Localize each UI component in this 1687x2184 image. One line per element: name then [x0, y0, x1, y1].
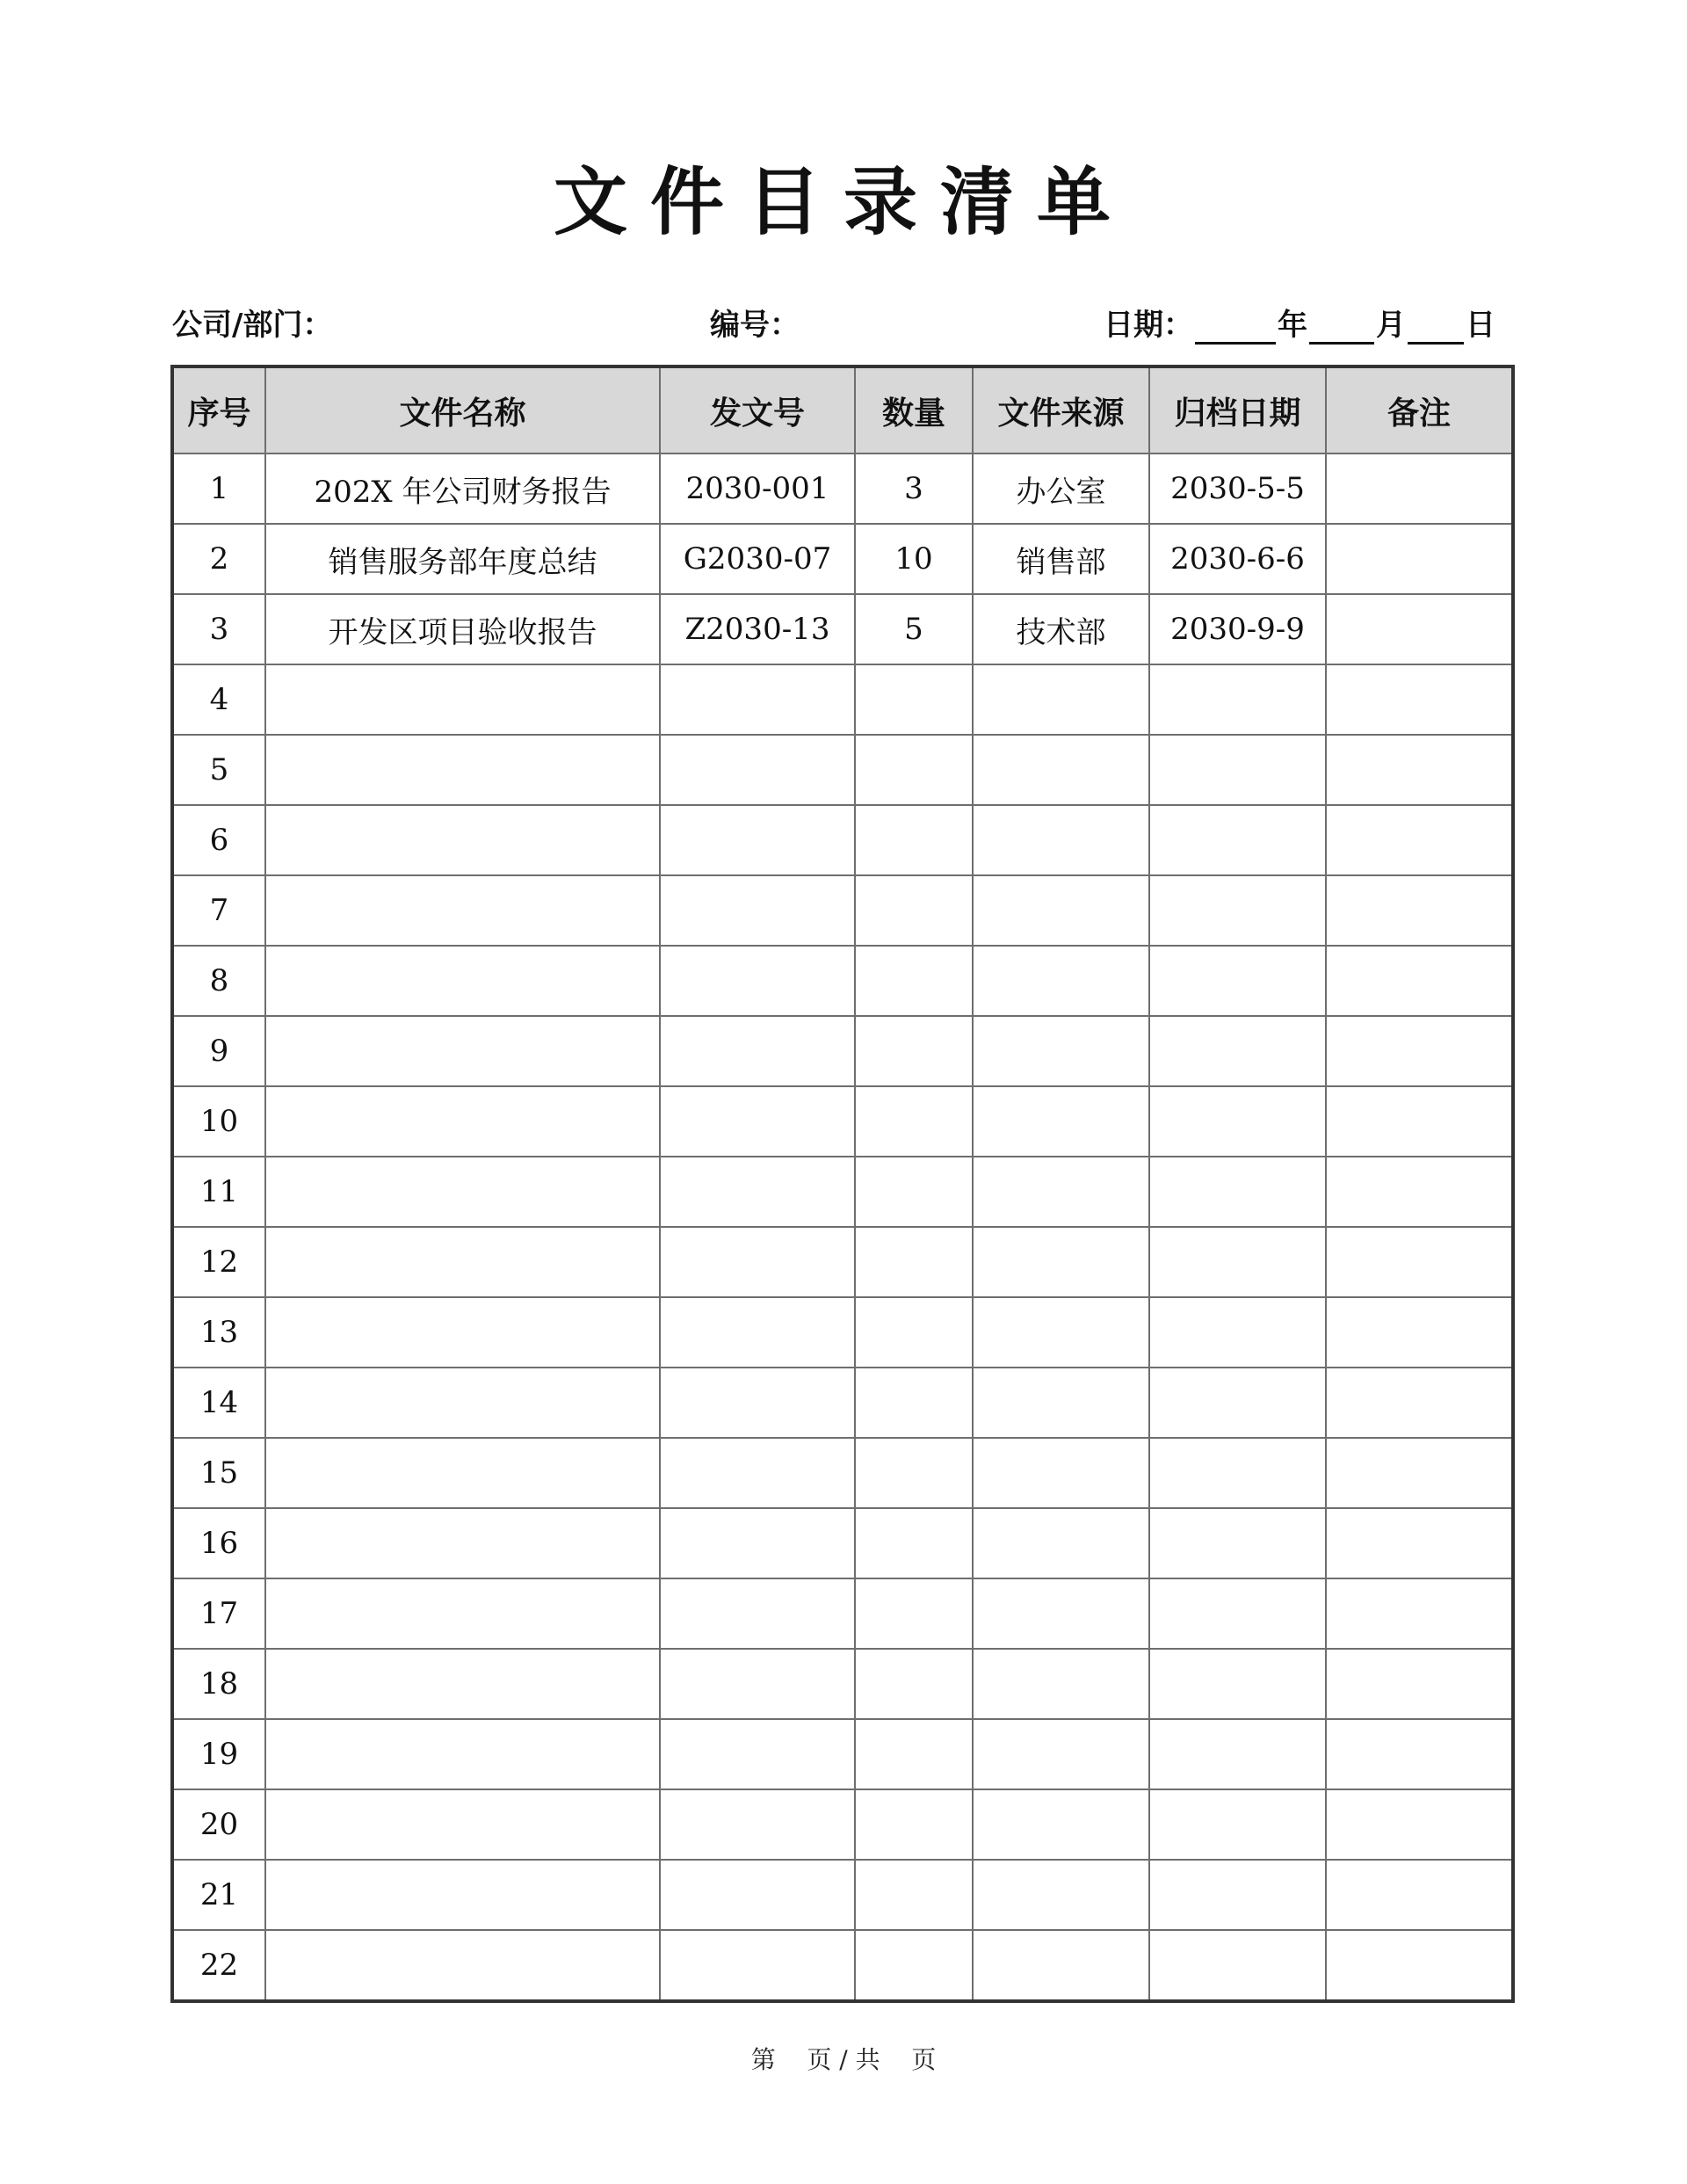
header-remarks: 备注	[1326, 366, 1513, 453]
cell-serial-number: 6	[172, 805, 265, 875]
table-row	[172, 1649, 1513, 1719]
cell-file-source	[973, 875, 1149, 946]
cell-issue-number: Z2030-13	[660, 594, 855, 664]
cell-remarks	[1326, 1368, 1513, 1438]
cell-serial-number: 5	[172, 735, 265, 805]
cell-file-source	[973, 1719, 1149, 1789]
header-serial-number: 序号	[172, 366, 265, 453]
month-blank	[1309, 307, 1374, 345]
cell-file-source	[973, 735, 1149, 805]
cell-quantity	[855, 805, 973, 875]
cell-archive-date	[1149, 1649, 1326, 1719]
cell-file-source	[973, 805, 1149, 875]
header-file-name: 文件名称	[265, 366, 660, 453]
cell-remarks	[1326, 1157, 1513, 1227]
cell-serial-number: 15	[172, 1438, 265, 1508]
cell-remarks	[1326, 875, 1513, 946]
cell-issue-number	[660, 664, 855, 735]
cell-file-name	[265, 1649, 660, 1719]
cell-quantity	[855, 1227, 973, 1297]
cell-archive-date	[1149, 1297, 1326, 1368]
cell-serial-number: 21	[172, 1860, 265, 1930]
file-directory-table	[170, 365, 1515, 2003]
cell-serial-number: 14	[172, 1368, 265, 1438]
cell-quantity	[855, 1016, 973, 1086]
document-title: 文件目录清单	[553, 158, 1133, 245]
table-row	[172, 1860, 1513, 1930]
cell-quantity: 3	[855, 453, 973, 524]
cell-quantity	[855, 664, 973, 735]
cell-archive-date	[1149, 946, 1326, 1016]
table-row	[172, 1508, 1513, 1578]
cell-file-name	[265, 946, 660, 1016]
cell-remarks	[1326, 1578, 1513, 1649]
day-blank	[1408, 307, 1464, 345]
date-label: 日期：	[1104, 308, 1193, 343]
cell-serial-number: 19	[172, 1719, 265, 1789]
cell-serial-number: 1	[172, 453, 265, 524]
table-header-row	[172, 366, 1513, 453]
cell-issue-number: G2030-07	[660, 524, 855, 594]
cell-issue-number	[660, 1297, 855, 1368]
cell-file-name	[265, 1508, 660, 1578]
cell-quantity	[855, 1368, 973, 1438]
cell-archive-date	[1149, 1789, 1326, 1860]
cell-remarks	[1326, 594, 1513, 664]
cell-remarks	[1326, 1789, 1513, 1860]
cell-quantity	[855, 1086, 973, 1157]
table-row	[172, 1719, 1513, 1789]
day-label: 日	[1466, 308, 1495, 343]
cell-file-name	[265, 875, 660, 946]
page-footer: 第 页 / 共 页	[750, 2045, 937, 2074]
cell-archive-date	[1149, 1508, 1326, 1578]
cell-file-source	[973, 1789, 1149, 1860]
cell-serial-number: 16	[172, 1508, 265, 1578]
cell-quantity	[855, 875, 973, 946]
cell-file-name	[265, 1086, 660, 1157]
cell-serial-number: 11	[172, 1157, 265, 1227]
cell-quantity	[855, 1297, 973, 1368]
cell-archive-date	[1149, 735, 1326, 805]
cell-issue-number	[660, 1508, 855, 1578]
cell-file-name	[265, 1016, 660, 1086]
cell-remarks	[1326, 664, 1513, 735]
cell-archive-date	[1149, 1719, 1326, 1789]
cell-file-source	[973, 1649, 1149, 1719]
cell-remarks	[1326, 453, 1513, 524]
table-row	[172, 1930, 1513, 2001]
cell-issue-number	[660, 1016, 855, 1086]
cell-serial-number: 4	[172, 664, 265, 735]
table-row	[172, 946, 1513, 1016]
cell-archive-date	[1149, 1227, 1326, 1297]
cell-remarks	[1326, 524, 1513, 594]
cell-file-source: 技术部	[973, 594, 1149, 664]
cell-archive-date	[1149, 1578, 1326, 1649]
header-archive-date: 归档日期	[1149, 366, 1326, 453]
cell-serial-number: 13	[172, 1297, 265, 1368]
cell-file-name	[265, 1789, 660, 1860]
cell-archive-date	[1149, 1086, 1326, 1157]
cell-remarks	[1326, 1297, 1513, 1368]
table-row	[172, 664, 1513, 735]
table-row	[172, 1297, 1513, 1368]
cell-file-name	[265, 1860, 660, 1930]
cell-file-source	[973, 1578, 1149, 1649]
cell-remarks	[1326, 1860, 1513, 1930]
cell-archive-date: 2030-9-9	[1149, 594, 1326, 664]
cell-serial-number: 7	[172, 875, 265, 946]
cell-issue-number	[660, 735, 855, 805]
cell-file-name: 202X 年公司财务报告	[265, 453, 660, 524]
cell-file-source	[973, 664, 1149, 735]
cell-issue-number	[660, 1157, 855, 1227]
table-row	[172, 1789, 1513, 1860]
cell-file-name	[265, 1719, 660, 1789]
table-row	[172, 594, 1513, 664]
cell-serial-number: 17	[172, 1578, 265, 1649]
table-row	[172, 1086, 1513, 1157]
cell-serial-number: 12	[172, 1227, 265, 1297]
cell-file-source	[973, 1227, 1149, 1297]
cell-issue-number	[660, 946, 855, 1016]
table-row	[172, 735, 1513, 805]
cell-file-name	[265, 1930, 660, 2001]
table-row	[172, 1438, 1513, 1508]
cell-issue-number: 2030-001	[660, 453, 855, 524]
cell-archive-date	[1149, 1860, 1326, 1930]
year-blank	[1195, 307, 1276, 345]
cell-file-name	[265, 735, 660, 805]
cell-archive-date	[1149, 1930, 1326, 2001]
cell-issue-number	[660, 1086, 855, 1157]
table-row	[172, 1227, 1513, 1297]
cell-file-name	[265, 805, 660, 875]
table-row	[172, 1157, 1513, 1227]
cell-remarks	[1326, 1086, 1513, 1157]
cell-archive-date	[1149, 664, 1326, 735]
cell-remarks	[1326, 1930, 1513, 2001]
cell-quantity	[855, 946, 973, 1016]
cell-issue-number	[660, 1227, 855, 1297]
cell-quantity	[855, 1860, 973, 1930]
cell-issue-number	[660, 805, 855, 875]
cell-quantity	[855, 1157, 973, 1227]
cell-quantity: 10	[855, 524, 973, 594]
cell-issue-number	[660, 1789, 855, 1860]
year-label: 年	[1278, 308, 1307, 343]
cell-archive-date	[1149, 1438, 1326, 1508]
cell-remarks	[1326, 1016, 1513, 1086]
cell-issue-number	[660, 1719, 855, 1789]
cell-file-source	[973, 1860, 1149, 1930]
cell-serial-number: 2	[172, 524, 265, 594]
cell-file-name	[265, 1157, 660, 1227]
cell-issue-number	[660, 1930, 855, 2001]
table-row	[172, 1578, 1513, 1649]
cell-quantity	[855, 1930, 973, 2001]
cell-remarks	[1326, 1227, 1513, 1297]
month-label: 月	[1376, 308, 1406, 343]
table-row	[172, 875, 1513, 946]
cell-file-name	[265, 664, 660, 735]
cell-issue-number	[660, 1438, 855, 1508]
cell-file-source	[973, 1508, 1149, 1578]
cell-file-source	[973, 1157, 1149, 1227]
cell-issue-number	[660, 875, 855, 946]
cell-serial-number: 9	[172, 1016, 265, 1086]
cell-quantity	[855, 1789, 973, 1860]
header-file-source: 文件来源	[973, 366, 1149, 453]
cell-archive-date	[1149, 1016, 1326, 1086]
cell-file-source	[973, 1930, 1149, 2001]
cell-file-name	[265, 1297, 660, 1368]
cell-remarks	[1326, 805, 1513, 875]
cell-archive-date	[1149, 805, 1326, 875]
cell-serial-number: 18	[172, 1649, 265, 1719]
cell-file-source: 办公室	[973, 453, 1149, 524]
cell-quantity	[855, 1438, 973, 1508]
cell-file-source	[973, 1438, 1149, 1508]
table-row	[172, 524, 1513, 594]
table-row	[172, 453, 1513, 524]
cell-file-source	[973, 1086, 1149, 1157]
cell-file-source	[973, 1297, 1149, 1368]
cell-archive-date: 2030-6-6	[1149, 524, 1326, 594]
cell-issue-number	[660, 1368, 855, 1438]
cell-remarks	[1326, 1719, 1513, 1789]
cell-quantity	[855, 1649, 973, 1719]
cell-quantity	[855, 735, 973, 805]
cell-archive-date	[1149, 1368, 1326, 1438]
cell-file-name	[265, 1578, 660, 1649]
cell-archive-date: 2030-5-5	[1149, 453, 1326, 524]
cell-archive-date	[1149, 875, 1326, 946]
cell-serial-number: 8	[172, 946, 265, 1016]
table-row	[172, 805, 1513, 875]
cell-remarks	[1326, 1649, 1513, 1719]
company-department-label: 公司/部门：	[172, 308, 333, 343]
cell-remarks	[1326, 735, 1513, 805]
cell-file-name: 开发区项目验收报告	[265, 594, 660, 664]
cell-serial-number: 3	[172, 594, 265, 664]
cell-file-source	[973, 1368, 1149, 1438]
cell-serial-number: 22	[172, 1930, 265, 2001]
cell-file-source: 销售部	[973, 524, 1149, 594]
cell-archive-date	[1149, 1157, 1326, 1227]
cell-quantity	[855, 1578, 973, 1649]
cell-file-name	[265, 1438, 660, 1508]
cell-quantity: 5	[855, 594, 973, 664]
cell-issue-number	[660, 1649, 855, 1719]
header-quantity: 数量	[855, 366, 973, 453]
cell-file-source	[973, 1016, 1149, 1086]
cell-file-source	[973, 946, 1149, 1016]
table-row	[172, 1368, 1513, 1438]
document-code-label: 编号：	[710, 308, 800, 343]
cell-remarks	[1326, 1438, 1513, 1508]
cell-file-name: 销售服务部年度总结	[265, 524, 660, 594]
table-row	[172, 1016, 1513, 1086]
cell-file-name	[265, 1227, 660, 1297]
cell-issue-number	[660, 1860, 855, 1930]
cell-remarks	[1326, 1508, 1513, 1578]
cell-serial-number: 20	[172, 1789, 265, 1860]
header-issue-number: 发文号	[660, 366, 855, 453]
date-field	[1104, 299, 1495, 352]
cell-serial-number: 10	[172, 1086, 265, 1157]
cell-issue-number	[660, 1578, 855, 1649]
cell-remarks	[1326, 946, 1513, 1016]
cell-quantity	[855, 1508, 973, 1578]
cell-quantity	[855, 1719, 973, 1789]
cell-file-name	[265, 1368, 660, 1438]
